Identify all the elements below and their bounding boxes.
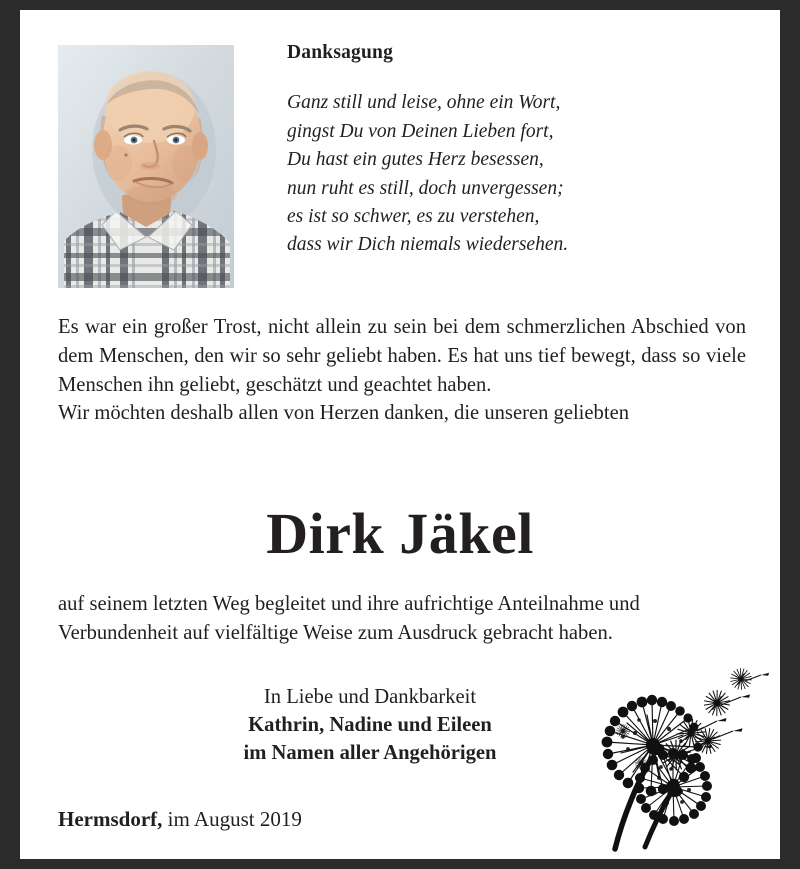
- poem-column: [287, 42, 757, 260]
- page-title: Danksagung: [287, 42, 394, 63]
- signature-line-3: im Namen aller Angehörigen: [243, 742, 497, 764]
- poem-line: es ist so schwer, es zu verstehen,: [287, 205, 540, 227]
- body-paragraph-2: Wir möchten deshalb allen von Herzen danken, die unseren geliebten: [58, 402, 630, 425]
- signature-line-2: Kathrin, Nadine und Eileen: [248, 714, 492, 736]
- date-text: im August 2019: [162, 807, 302, 831]
- header-block: [20, 10, 780, 290]
- poem-line: nun ruht es still, doch unvergessen;: [287, 177, 564, 199]
- poem-line: Ganz still und leise, ohne ein Wort,: [287, 92, 561, 114]
- poem-verse: [287, 89, 757, 259]
- after-name-paragraph: auf seinem letzten Weg begleitet und ihre aufrichtige Anteilnahme und Verbundenheit auf vielfältige Weise zum Ausdruck gebracht haben.: [58, 593, 640, 645]
- notice-card: [20, 10, 780, 859]
- poem-line: Du hast ein gutes Herz besessen,: [287, 149, 544, 171]
- place-name: Hermsdorf,: [58, 807, 163, 831]
- signature-block: [80, 683, 660, 767]
- signature-line-1: In Liebe und Dankbarkeit: [263, 686, 477, 708]
- poem-line: dass wir Dich niemals wiedersehen.: [287, 234, 569, 256]
- body-paragraph-1: Es war ein großer Trost, nicht allein zu sein bei dem schmerzlichen Abschied von dem Menschen, den wir so sehr geliebt haben. Es hat uns tief bewegt, dass so viele Menschen ihn geliebt, geschätzt und geachtet haben.: [58, 316, 746, 396]
- body-text: [58, 313, 746, 428]
- place-and-date: [58, 807, 302, 832]
- portrait-photo: [58, 45, 234, 288]
- deceased-name: Dirk Jäkel: [266, 501, 534, 566]
- after-name-paragraph-block: [58, 590, 746, 648]
- poem-line: gingst Du von Deinen Lieben fort,: [287, 120, 554, 142]
